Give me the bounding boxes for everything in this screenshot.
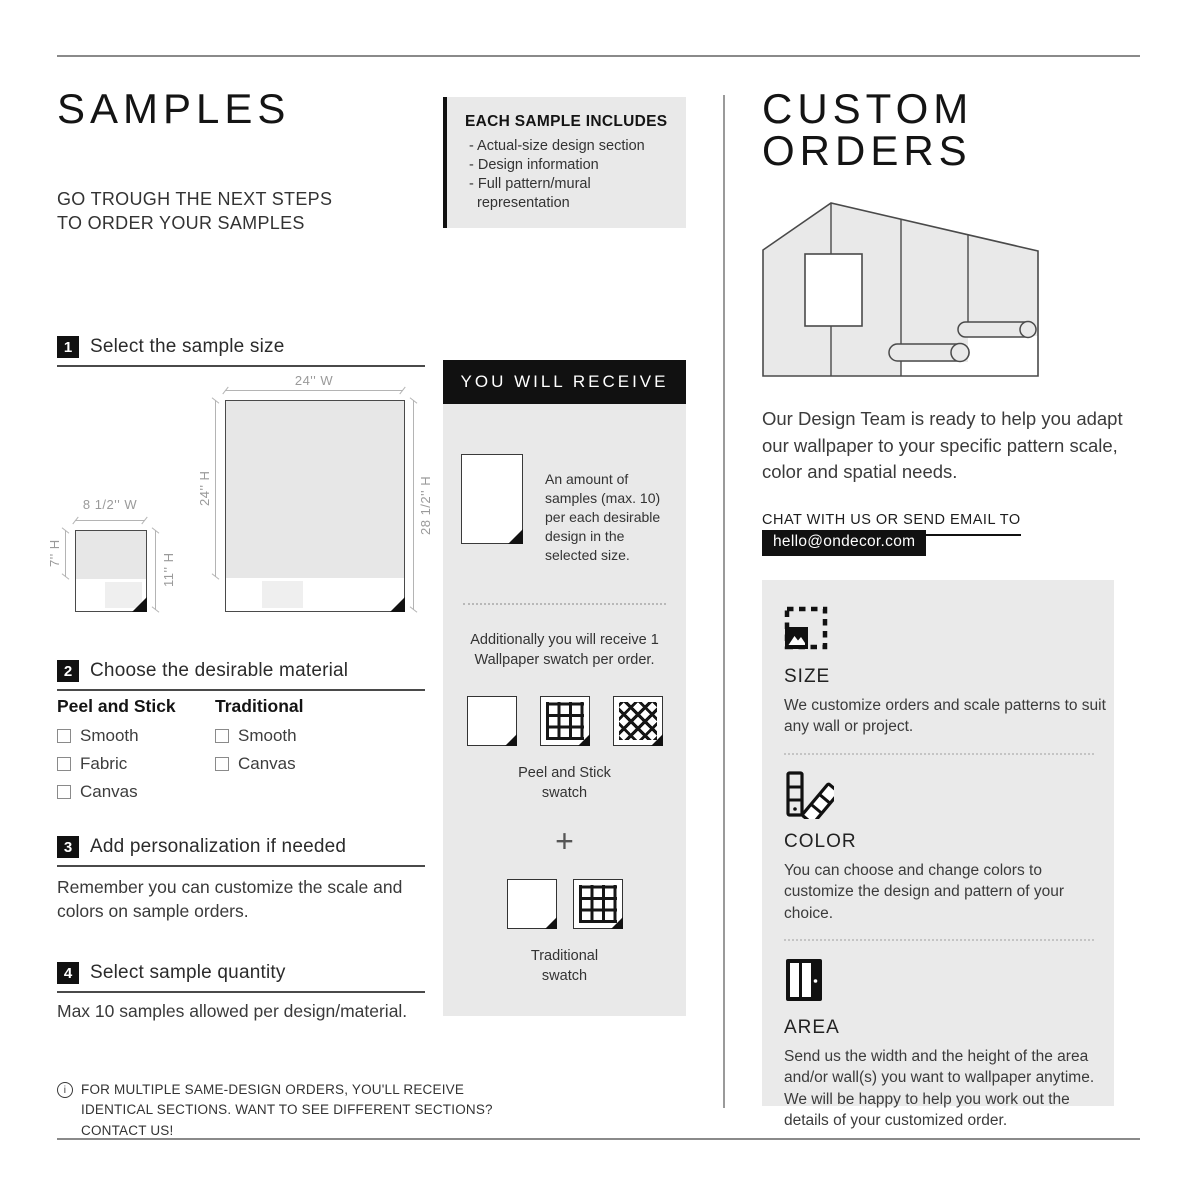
chat-with-us-label: CHAT WITH US OR SEND EMAIL TO xyxy=(762,512,1021,536)
samples-intro xyxy=(57,188,332,236)
sample-sheet-icon xyxy=(461,454,523,544)
samples-title: SAMPLES xyxy=(57,85,291,132)
step-4-number-badge: 4 xyxy=(57,962,79,984)
peel-swatch-row xyxy=(461,696,668,746)
checkbox-peel-smooth[interactable] xyxy=(57,729,71,743)
option-peel-canvas xyxy=(57,782,215,802)
material-options xyxy=(57,696,425,810)
window xyxy=(805,254,862,326)
small-sample-pattern-block xyxy=(105,582,142,608)
includes-item: - Actual-size design section xyxy=(469,138,645,154)
size-icon xyxy=(784,606,1094,652)
samples-column xyxy=(47,85,433,1021)
large-sample-left-dimension-line xyxy=(215,400,216,577)
option-traditional-canvas xyxy=(215,754,303,774)
step-4-label: Select sample quantity xyxy=(90,962,286,983)
footer-note xyxy=(57,1080,535,1141)
step-3-label: Add personalization if needed xyxy=(90,836,347,857)
option-label: Canvas xyxy=(238,754,296,773)
option-traditional-smooth xyxy=(215,726,303,746)
color-title: COLOR xyxy=(784,830,857,852)
option-label: Smooth xyxy=(80,726,139,745)
crosshatch-swatch-icon xyxy=(613,696,663,746)
custom-orders-column xyxy=(762,85,1140,1129)
large-sample-design-area xyxy=(226,401,404,578)
you-will-receive-header: YOU WILL RECEIVE xyxy=(443,360,686,404)
samples-intro-line1: GO TROUGH THE NEXT STEPS xyxy=(57,189,333,209)
checkbox-peel-canvas[interactable] xyxy=(57,785,71,799)
small-sample-left-dimension-line xyxy=(65,530,66,577)
step-3-description: Remember you can customize the scale and colors on sample orders. xyxy=(57,877,403,921)
small-sample-sheet xyxy=(75,530,147,612)
step-1-number-badge: 1 xyxy=(57,336,79,358)
option-peel-fabric xyxy=(57,754,215,774)
step-3-heading xyxy=(57,836,425,867)
large-sample-pattern-block xyxy=(262,581,303,608)
large-sample-left-height-label: 24'' H xyxy=(197,470,212,507)
option-label: Canvas xyxy=(80,782,138,801)
each-sample-includes-box xyxy=(443,97,686,228)
color-description: You can choose and change colors to customize the design and pattern of your choice. xyxy=(784,861,1065,922)
you-will-receive-panel xyxy=(443,404,686,1016)
crosshatch-pattern xyxy=(619,702,657,740)
area-description: Send us the width and the height of the area and/or wall(s) you want to wallpaper anytime. We will be happy to help you work out the details of your customized order. xyxy=(784,1047,1095,1129)
step-4-heading xyxy=(57,962,425,993)
large-sample-sheet xyxy=(225,400,405,612)
traditional-swatch-row xyxy=(461,879,668,929)
grid-swatch-icon xyxy=(540,696,590,746)
step-1-label: Select the sample size xyxy=(90,336,285,357)
checkbox-traditional-smooth[interactable] xyxy=(215,729,229,743)
sample-amount-text: An amount of samples (max. 10) per each desirable design in the selected size. xyxy=(545,471,661,564)
grid-pattern xyxy=(579,885,617,923)
plus-icon: + xyxy=(555,823,574,860)
small-sample-width-label: 8 1/2'' W xyxy=(82,497,138,512)
plain-swatch-icon xyxy=(507,879,557,929)
checkbox-traditional-canvas[interactable] xyxy=(215,757,229,771)
large-sample-right-dimension-line xyxy=(413,400,414,610)
includes-item: - Design information xyxy=(469,156,599,173)
small-sample-width-dimension-line xyxy=(75,520,145,521)
color-swatches-icon xyxy=(784,771,1094,817)
grid-pattern xyxy=(546,702,584,740)
dotted-separator xyxy=(784,753,1094,755)
small-sample-right-dimension-line xyxy=(155,530,156,610)
traditional-column xyxy=(215,696,303,810)
includes-item: - Full pattern/mural representation xyxy=(469,175,591,211)
top-divider xyxy=(57,55,1140,57)
traditional-title: Traditional xyxy=(215,696,304,716)
wallpapered-wall-illustration xyxy=(762,196,1040,378)
step-2-number-badge: 2 xyxy=(57,660,79,682)
small-sample-left-height-label: 7'' H xyxy=(47,539,62,568)
size-description: We customize orders and scale patterns to suit any wall or project. xyxy=(784,697,1106,736)
step-2-label: Choose the desirable material xyxy=(90,660,349,681)
peel-and-stick-title: Peel and Stick xyxy=(57,696,176,716)
sample-size-diagram xyxy=(47,373,433,623)
large-sample-width-label: 24'' W xyxy=(294,373,334,388)
wall-area-icon xyxy=(784,957,1094,1003)
size-title: SIZE xyxy=(784,666,831,687)
peel-and-stick-column xyxy=(57,696,215,810)
plain-swatch-icon xyxy=(467,696,517,746)
custom-orders-title: CUSTOM ORDERS xyxy=(762,85,974,174)
large-sample-width-dimension-line xyxy=(225,390,403,391)
step-3-number-badge: 3 xyxy=(57,836,79,858)
small-sample-right-height-label: 11'' H xyxy=(161,552,176,588)
peel-swatch-label: Peel and Stick swatch xyxy=(518,765,611,801)
grid-swatch-icon xyxy=(573,879,623,929)
step-1-heading xyxy=(57,336,425,367)
option-label: Smooth xyxy=(238,726,297,745)
step-4-description: Max 10 samples allowed per design/material. xyxy=(57,1001,408,1021)
large-sample-right-height-label: 28 1/2'' H xyxy=(418,475,433,535)
design-team-intro: Our Design Team is ready to help you adapt our wallpaper to your specific pattern scale, color and spatial needs. xyxy=(762,408,1123,483)
dotted-separator xyxy=(463,603,666,605)
additional-swatch-text: Additionally you will receive 1 Wallpaper swatch per order. xyxy=(470,632,659,668)
includes-title: EACH SAMPLE INCLUDES xyxy=(465,113,668,130)
info-icon: i xyxy=(57,1082,73,1098)
option-peel-smooth xyxy=(57,726,215,746)
traditional-swatch-label: Traditional swatch xyxy=(530,948,599,984)
small-sample-design-area xyxy=(76,531,146,579)
customization-panel xyxy=(762,580,1114,1129)
step-2-heading xyxy=(57,660,425,691)
column-divider xyxy=(723,95,725,1108)
area-title: AREA xyxy=(784,1016,840,1038)
email-link[interactable]: hello@ondecor.com xyxy=(762,530,926,556)
checkbox-peel-fabric[interactable] xyxy=(57,757,71,771)
samples-intro-line2: TO ORDER YOUR SAMPLES xyxy=(57,212,305,233)
sample-amount-row xyxy=(461,454,668,565)
footer-note-text: FOR MULTIPLE SAME-DESIGN ORDERS, YOU'LL RECEIVE IDENTICAL SECTIONS. WANT TO SEE DIFFERENT SECTIONS? CONTACT US! xyxy=(81,1082,493,1138)
dotted-separator xyxy=(784,939,1094,941)
option-label: Fabric xyxy=(80,754,128,773)
